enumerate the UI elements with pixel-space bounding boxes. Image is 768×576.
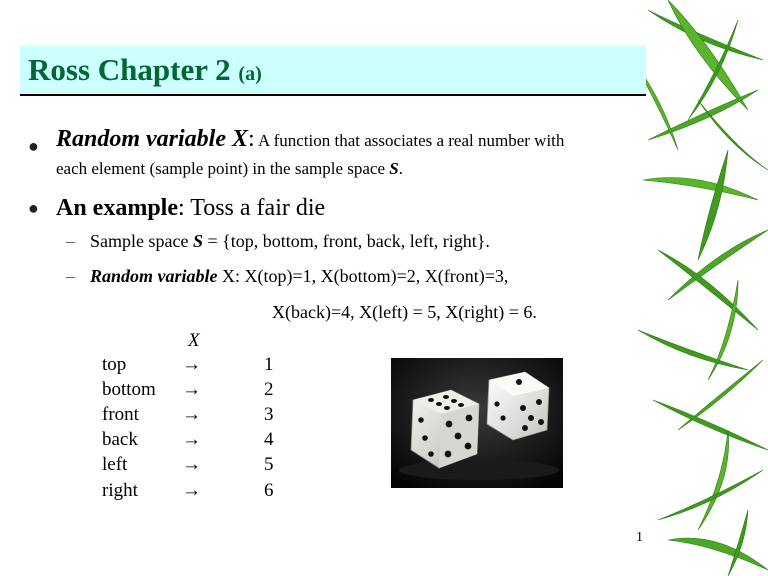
title-underline [20, 94, 646, 96]
example-text: : Toss a fair die [178, 195, 326, 221]
mapping-header: X [188, 330, 200, 351]
outcome: front [102, 404, 139, 425]
mapping-row [102, 454, 302, 479]
mapping-row [102, 480, 302, 505]
colon: : [248, 126, 255, 152]
outcome: back [102, 429, 138, 450]
circle-bullet-icon: ● [28, 198, 39, 218]
term-random-variable: Random variable [56, 126, 233, 152]
mapping-row [102, 429, 302, 454]
arrow-icon: → [182, 354, 201, 375]
sample-space-symbol: S [389, 159, 399, 178]
outcome: bottom [102, 379, 156, 400]
mapping-row [102, 404, 302, 429]
circle-bullet-icon: ● [28, 136, 39, 156]
title-main: Ross Chapter 2 [28, 52, 231, 87]
arrow-icon: → [182, 429, 201, 450]
outcome: left [102, 454, 128, 475]
mapping-line1: X: X(top)=1, X(bottom)=2, X(front)=3, [217, 266, 509, 286]
arrow-icon: → [182, 454, 201, 475]
sub-bullet-random-variable [90, 264, 508, 288]
mapping-row [102, 379, 302, 404]
arrow-icon: → [182, 379, 201, 400]
dash-bullet-icon: – [66, 231, 75, 251]
page-number: 1 [636, 530, 643, 545]
value: 2 [264, 379, 274, 400]
value: 1 [264, 354, 274, 375]
sample-space-symbol: S [192, 231, 203, 251]
outcome: right [102, 480, 138, 501]
slide-title [28, 50, 262, 94]
var-x: X [232, 126, 249, 152]
random-variable-term: Random variable [90, 266, 218, 286]
dash-bullet-icon: – [66, 266, 75, 286]
bullet-example [56, 194, 325, 222]
arrow-icon: → [182, 480, 201, 501]
sample-space-label: Sample space [90, 231, 193, 251]
value: 3 [264, 404, 274, 425]
value: 4 [264, 429, 274, 450]
dice-photo [391, 358, 563, 488]
mapping-line2: X(back)=4, X(left) = 5, X(right) = 6. [272, 302, 537, 322]
title-sub: (a) [238, 63, 262, 85]
dice-icon [391, 358, 563, 488]
value: 5 [264, 454, 274, 475]
mapping-row [102, 354, 302, 379]
definition-line2-text: each element (sample point) in the sample space [56, 159, 390, 178]
period: . [398, 159, 403, 178]
arrow-icon: → [182, 404, 201, 425]
bamboo-leaves-decoration [628, 0, 768, 576]
definition-line1: A function that associates a real number with [254, 131, 565, 150]
definition-line2 [56, 158, 403, 180]
outcome: top [102, 354, 127, 375]
bullet-random-variable [56, 128, 564, 152]
example-label: An example [56, 195, 178, 221]
sample-space-set: = {top, bottom, front, back, left, right}. [202, 231, 490, 251]
value: 6 [264, 480, 274, 501]
sub-bullet-sample-space [90, 229, 490, 253]
